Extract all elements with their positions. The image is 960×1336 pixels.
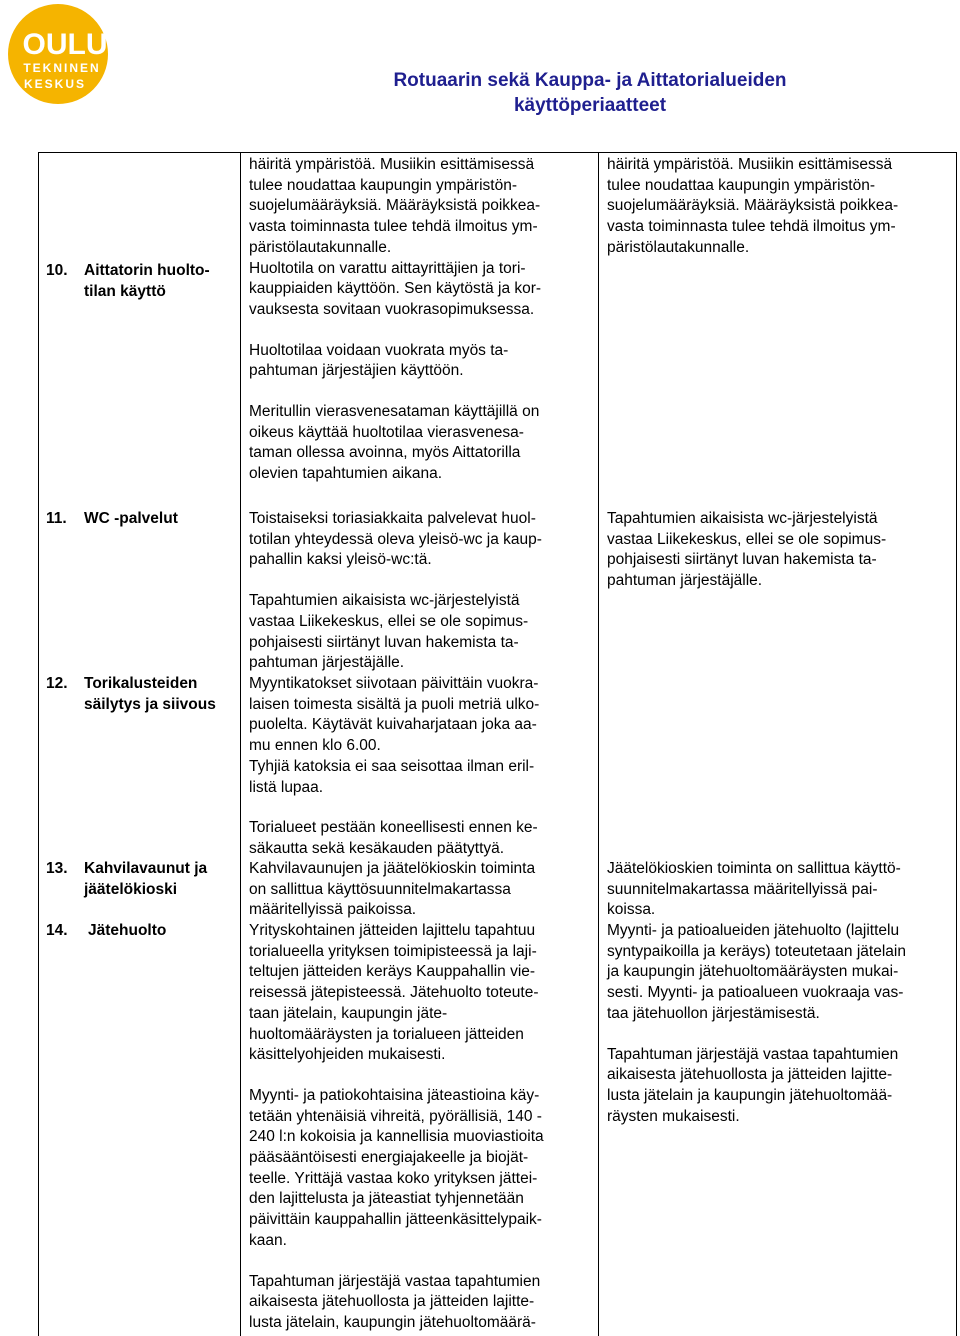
row-topic-12-line-2: säilytys ja siivous (84, 695, 216, 713)
row-topic-11-line-1: WC -palvelut (84, 510, 178, 527)
row-10-notes (607, 155, 952, 259)
row-topic-11 (84, 509, 178, 530)
row-14-rules-para-2: Myynti- ja patiokohtaisina jäteastioina käy- tetään yhtenäisiä vihreitä, pyörällisiä, 140 - 240 l:n kokoisia ja kannellisia muoviastioita pääsääntöisesti energiajakeelle ja biojät- teelle. Yrittäjä vastaa koko yrityksen jättei- den lajittelusta ja jäteastiat tyhjennetään päivittäin kauppahallin jätteenkäsittelypaik- kaan. (249, 1086, 544, 1249)
title-line-2: käyttöperiaatteet (513, 95, 667, 116)
document-title (300, 68, 880, 118)
row-10-rules-para-2: Huoltotilaa voidaan vuokrata myös ta- pahtuman järjestäjien käyttöön. (249, 341, 509, 380)
row-topic-12-line-1: Torikalusteiden (84, 675, 198, 692)
row-11-rules (249, 509, 594, 674)
row-topic-14 (88, 921, 166, 942)
row-13-notes-para-1: Jäätelökioskien toiminta on sallittua käyttö- suunnitelmakartassa määritellyissä pai- koissa. (607, 860, 901, 919)
row-13-rules (249, 859, 594, 921)
row-topic-10-line-2: tilan käyttö (84, 282, 166, 300)
row-number-13: 13. (46, 860, 68, 877)
title-line-1: Rotuaarin sekä Kauppa- ja Aittatorialueiden (393, 70, 787, 91)
row-topic-14-line-1: Jätehuolto (88, 922, 167, 939)
row-number-14: 14. (46, 922, 68, 939)
table-right-border (956, 152, 957, 1336)
logo-word: OULU (22, 28, 108, 61)
row-12-rules (249, 674, 594, 860)
column-divider-1 (240, 152, 241, 1336)
row-10-notes-para-1: häiritä ympäristöä. Musiikin esittämisessä tulee noudattaa kaupungin ympäristön- suojelumääräyksiä. Määräyksistä poikkea- vasta toiminnasta tulee tehdä ilmoitus ym- päristölautakunnalle. (607, 156, 899, 256)
row-11-rules-para-1: Toistaiseksi toriasiakkaita palvelevat huol- totilan yhteydessä oleva yleisö-wc ja kaup- pahallin kaksi yleisö-wc:tä. (249, 510, 542, 569)
row-topic-13-line-1: Kahvilavaunut ja (84, 860, 208, 877)
table-left-border (38, 152, 39, 1336)
row-13-rules-para-1: Kahvilavaunujen ja jäätelökioskin toiminta on sallittua käyttösuunnitelmakartassa määritellyissä paikoissa. (249, 860, 536, 919)
row-14-notes-para-1: Myynti- ja patioalueiden jätehuolto (lajittelu syntypaikoilla ja keräys) toteutetaan jätelain ja kaupungin jätehuoltomääräysten mukai- sesti. Myynti- ja patioalueen vuokraaja vas- taa jätehuollon järjestämisestä. (607, 922, 906, 1022)
logo-line3: KESKUS (23, 77, 87, 91)
row-12-rules-para-2: Torialueet pestään koneellisesti ennen ke- säkautta sekä kesäkauden päätyttyä. (249, 819, 538, 857)
row-14-notes-para-2: Tapahtuman järjestäjä vastaa tapahtumien aikaisesta jätehuollosta ja jätteiden lajitte- lusta jätelain ja kaupungin jätehuoltomää- räysten mukaisesti. (607, 1045, 899, 1125)
row-topic-10-line-1: Aittatorin huolto- (84, 262, 210, 279)
row-topic-13 (84, 859, 207, 900)
row-10-rules-para-3: Meritullin vierasvenesataman käyttäjillä on oikeus käyttää huoltotilaa vierasvenesa- taman ollessa avoinna, myös Aittatorilla olevien tapahtumien aikana. (249, 403, 540, 483)
table-top-border (38, 152, 956, 153)
row-14-rules (249, 921, 594, 1334)
row-10-rules-para-1: häiritä ympäristöä. Musiikin esittämisessä tulee noudattaa kaupungin ympäristön- suojelumääräyksiä. Määräyksistä poikkea- vasta toiminnasta tulee tehdä ilmoitus ym- päristölautakunnalle. Huoltotila on varattu aittayrittäjien ja tori- kauppiaiden käyttöön. Sen käytöstä ja kor- vauksesta sovitaan vuokrasopimuksessa. (249, 156, 542, 318)
row-topic-13-line-2: jäätelökioski (84, 880, 178, 898)
row-12-rules-para-1: Myyntikatokset siivotaan päivittäin vuokra- laisen toimesta sisältä ja puoli metriä ulko- puolelta. Käytävät kuivaharjataan joka aa- mu ennen klo 6.00. Tyhjiä katoksia ei saa seisottaa ilman eril- listä lupaa. (249, 675, 540, 796)
row-11-rules-para-2: Tapahtumien aikaisista wc-järjestelyistä vastaa Liikekeskus, ellei se ole sopimus- pohjaisesti siirtänyt luvan hakemista ta- pahtuman järjestäjälle. (249, 592, 529, 672)
row-topic-10 (84, 261, 210, 302)
logo-line2: TEKNINEN (23, 61, 101, 75)
column-divider-2 (598, 152, 599, 1336)
row-topic-12 (84, 674, 216, 715)
row-13-notes (607, 859, 952, 921)
row-number-11: 11. (46, 510, 67, 527)
row-number-10: 10. (46, 262, 68, 279)
row-11-notes-para-1: Tapahtumien aikaisista wc-järjestelyistä vastaa Liikekeskus, ellei se ole sopimus- pohjaisesti siirtänyt luvan hakemista ta- pahtuman järjestäjälle. (607, 510, 887, 590)
oulu-tekninen-keskus-logo (2, 2, 126, 114)
row-10-rules (249, 155, 594, 485)
row-11-notes (607, 509, 952, 592)
row-14-notes (607, 921, 952, 1127)
row-14-rules-para-3: Tapahtuman järjestäjä vastaa tapahtumien aikaisesta jätehuollosta ja jätteiden lajitte- lusta jätelain, kaupungin jätehuoltomäärä- (249, 1272, 541, 1331)
row-number-12: 12. (46, 675, 68, 692)
row-14-rules-para-1: Yrityskohtainen jätteiden lajittelu tapahtuu torialueella yrityksen toimipisteessä ja laji- teltujen jätteiden keräys Kauppahallin vie- reisessä jätepisteessä. Jätehuolto toteute- taan jätelain, kaupungin jäte- huoltomääräysten ja torialueen jätteiden käsittelyohjeiden mukaisesti. (249, 922, 539, 1064)
